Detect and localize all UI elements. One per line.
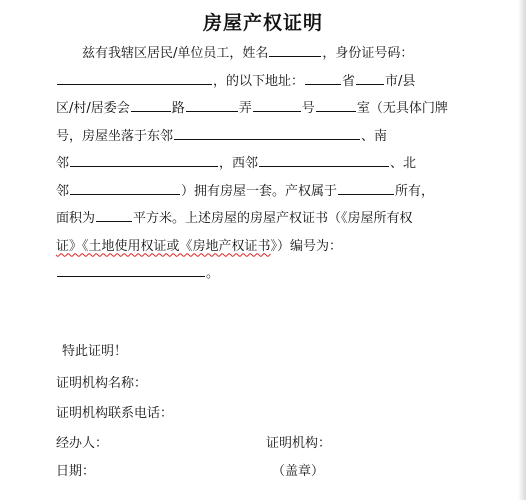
certificate-number-label: 》）编号为： (270, 238, 343, 254)
east-neighbor-label: 号，房屋坐落于东邻 (56, 128, 174, 144)
province-label: 省 (342, 73, 356, 89)
road-blank (186, 97, 238, 112)
body-line-1 (56, 40, 468, 68)
body-line-8 (56, 233, 468, 261)
south-label: 、南 (361, 128, 388, 144)
body-line-3 (56, 95, 468, 123)
body-line-4 (56, 123, 468, 151)
date-label: 日期： (56, 464, 96, 479)
owned-by-text: 所有， (395, 183, 435, 199)
certificate-number-blank (57, 262, 205, 277)
body-line-7 (56, 205, 468, 233)
intro-text: 兹有我辖区居民/单位员工，姓名 (82, 46, 269, 61)
owner-blank (338, 180, 394, 195)
body-line-6 (56, 178, 468, 206)
document-body (56, 40, 468, 288)
page-edge-shadow (518, 0, 526, 500)
document-title: 房屋产权证明 (202, 12, 323, 34)
road-label: 路 (171, 101, 185, 116)
north-neighbor-blank (70, 180, 180, 195)
number-label: 号 (301, 101, 315, 116)
certificate-text: 平方米。上述房屋的房屋产权证书（《房屋所有权 (133, 211, 413, 226)
id-label: ，身份证号码： (322, 46, 414, 61)
north-label: 、北 (390, 156, 417, 171)
sentence-end: 。 (206, 266, 220, 281)
ownership-text: ）拥有房屋一套。产权属于 (181, 183, 338, 199)
west-neighbor-label: ，西邻 (219, 156, 259, 171)
id-number-blank (57, 70, 212, 85)
lane-label: 弄 (238, 101, 252, 116)
city-label: 市/县 (385, 73, 416, 89)
org-name-label: 证明机构名称： (56, 376, 148, 391)
certificate-types-text: 证》《土地使用权证或《房地产权证书 (56, 238, 271, 254)
district-label: 区/村/居委会 (56, 101, 130, 116)
number-blank (316, 97, 356, 112)
district-blank (131, 97, 171, 112)
body-line-2 (56, 68, 468, 96)
name-blank (269, 42, 321, 57)
east-neighbor-blank (174, 125, 360, 140)
body-line-9 (56, 260, 468, 288)
city-blank (356, 70, 384, 85)
south-neighbor-blank (70, 152, 218, 167)
west-neighbor-blank (259, 152, 389, 167)
south-neighbor-prefix: 邻 (56, 156, 70, 171)
org-label: 证明机构： (266, 436, 332, 451)
province-blank (305, 70, 341, 85)
lane-blank (253, 97, 301, 112)
area-label: 面积为 (56, 211, 96, 226)
north-neighbor-prefix: 邻 (56, 183, 70, 199)
room-label: 室（无具体门牌 (356, 101, 448, 116)
seal-label: （盖章） (272, 464, 325, 479)
org-phone-label: 证明机构联系电话： (56, 406, 174, 421)
address-label: ，的以下地址： (213, 73, 305, 89)
handler-label: 经办人： (56, 436, 109, 451)
area-blank (96, 207, 132, 222)
proof-statement: 特此证明！ (62, 344, 128, 359)
body-line-5 (56, 150, 468, 178)
